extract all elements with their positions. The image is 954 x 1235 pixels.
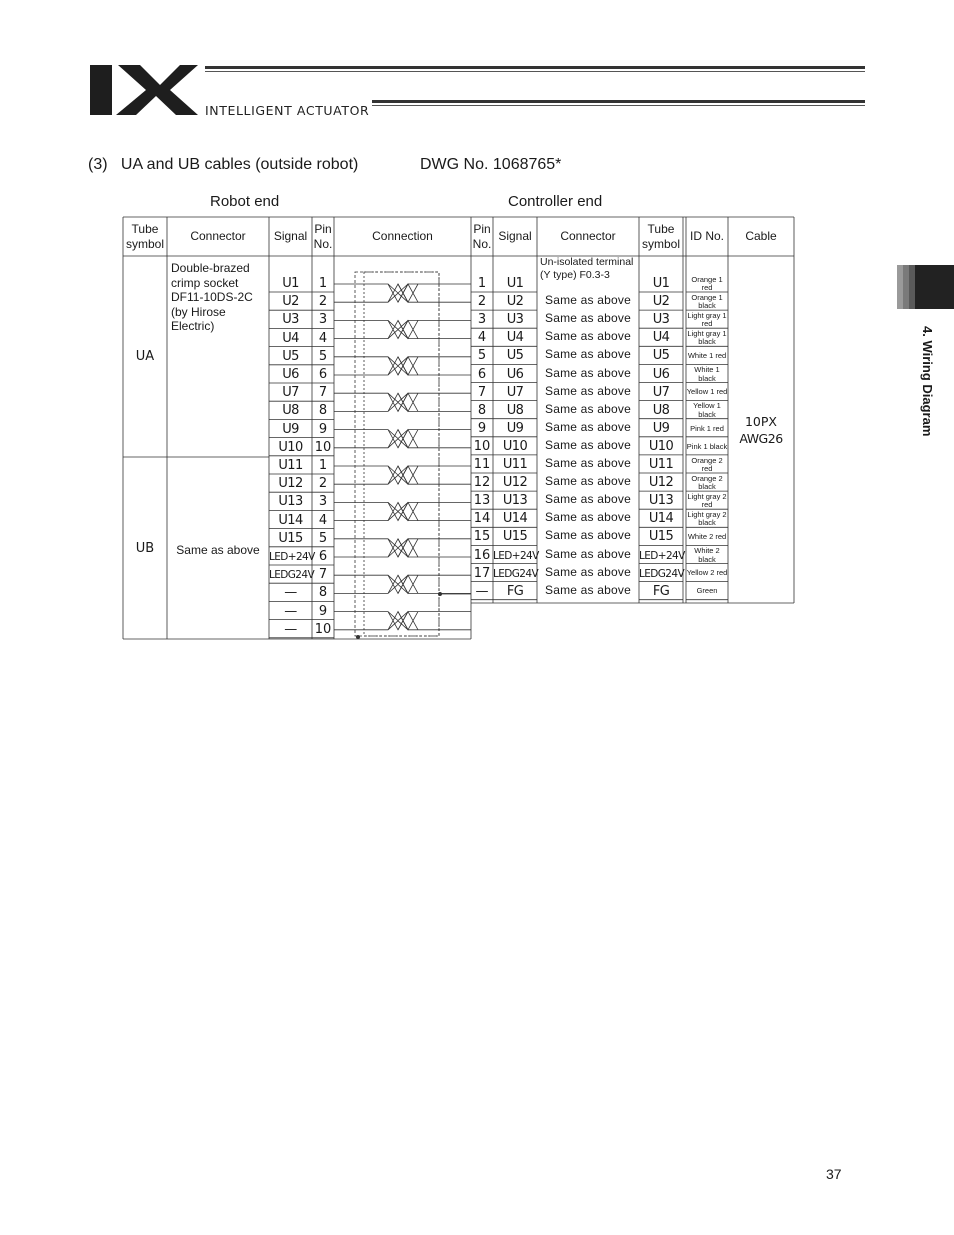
right-signal-cell: U5 [506,348,524,364]
left-signal-cell: U11 [278,458,303,473]
right-connector-cell: Same as above [545,401,631,416]
header-signal: Signal [273,229,308,243]
right-tube-cell: U9 [652,420,670,436]
twisted-pair [388,284,418,302]
header-right-pin-no: Pin No. [472,221,492,251]
left-pin-cell: 8 [318,585,328,601]
right-pin-cell: 14 [473,511,491,527]
id-no-cell: Light gray 1 red [687,310,727,329]
left-signal-cell: U1 [282,276,299,291]
left-signal-cell: U3 [282,312,299,328]
cable-gauge: AWG26 [739,431,783,446]
right-connector-cell: Same as above [545,383,631,398]
left-signal-cell: U4 [282,330,299,346]
right-signal-cell: U10 [502,438,528,454]
side-tab-label: 4. Wiring Diagram [920,326,935,437]
right-signal-cell: LED+24V [493,549,539,562]
right-tube-cell: U10 [648,438,674,454]
left-signal-cell: U2 [282,294,299,310]
right-signal-cell: U9 [506,420,524,436]
right-signal-cell: FG [506,583,524,599]
robot-end-label: Robot end [210,193,280,210]
left-pin-cell: 4 [318,512,328,528]
id-no-cell: Orange 2 red [691,455,723,473]
id-no-cell: Orange 2 black [691,473,723,492]
twisted-pair [388,430,418,448]
left-pin-cell: 7 [318,385,328,401]
id-no-cell: Yellow 1 black [693,401,721,419]
right-pin-cell: 12 [473,475,491,491]
left-signal-cell: U15 [278,530,303,546]
left-pin-cell: 10 [314,621,332,637]
twisted-pair [388,575,418,593]
cable-spec: 10PX [744,414,777,429]
left-signal-cell: LEDG24V [269,569,315,582]
left-signal-cell: U5 [282,348,299,364]
twisted-pair [388,357,418,375]
header-id-no: ID No. [689,229,724,243]
right-pin-cell: 16 [473,547,491,563]
page-number: 37 [826,1166,842,1182]
right-pin-cell: 6 [477,366,487,382]
right-pin-cell: 7 [477,384,487,400]
connector-ua: Double-brazed crimp socket DF11-10DS-2C (by Hirose Electric) [171,261,253,333]
id-no-cell: Light gray 2 black [687,509,727,528]
drain-junction [356,635,360,639]
right-tube-cell: U8 [652,402,670,418]
twisted-pair [388,393,418,411]
id-no-cell: Light gray 1 black [687,328,727,347]
right-tube-cell: U4 [652,330,670,346]
right-signal-cell: U7 [506,384,524,400]
id-no-cell: Pink 1 black [686,441,728,451]
right-tube-cell: LED+24V [639,549,685,562]
right-tube-cell: U14 [648,511,674,527]
id-no-cell: Yellow 1 red [686,387,728,397]
left-signal-cell: — [284,585,297,601]
left-pin-cell: 2 [318,294,328,310]
right-pin-cell: 10 [473,438,491,454]
right-pin-cell: 8 [477,402,487,418]
right-signal-cell: U12 [502,475,528,491]
right-connector-cell: Same as above [545,582,631,597]
left-signal-cell: U10 [278,439,303,455]
right-pin-cell: 4 [477,330,487,346]
right-tube-cell: LEDG24V [639,567,685,580]
right-connector-cell: Same as above [545,564,631,579]
right-signal-cell: U15 [502,529,528,545]
header-connector: Connector [190,229,246,243]
tube-symbol-ub: UB [135,541,155,556]
id-no-cell: Orange 1 red [691,274,723,292]
header-cable: Cable [745,229,777,243]
id-no-cell: Orange 1 black [691,292,723,311]
dwg-number: DWG No. 1068765* [420,156,562,173]
right-tube-cell: U15 [648,529,674,545]
controller-end-label: Controller end [508,193,603,210]
left-pin-cell: 1 [318,276,328,291]
id-no-cell: White 2 black [694,546,720,564]
twisted-pair [388,466,418,484]
brand-name: INTELLIGENT ACTUATOR [205,103,370,118]
right-signal-cell: U14 [502,511,528,527]
right-tube-cell: U13 [648,493,674,509]
left-pin-cell: 10 [314,439,332,455]
right-tube-cell: U7 [652,384,670,400]
left-signal-cell: U12 [278,476,303,492]
left-pin-cell: 9 [318,603,328,619]
shield-outer [355,272,439,636]
right-pin-cell: 5 [477,348,487,364]
right-tube-cell: U3 [652,312,670,328]
right-connector-cell: Same as above [545,528,631,543]
right-connector-cell: Same as above [545,347,631,362]
right-signal-cell: U3 [506,312,524,328]
right-tube-cell: U12 [648,475,674,491]
id-no-cell: Pink 1 red [690,423,724,433]
id-no-cell: White 1 black [694,365,720,383]
right-signal-cell: U11 [502,457,528,472]
right-connector-cell: Same as above [545,456,631,470]
right-connector-cell: Same as above [545,329,631,344]
right-tube-cell: U5 [652,348,670,364]
right-signal-cell: U4 [506,330,524,346]
left-pin-cell: 4 [318,330,328,346]
right-pin-cell: 11 [473,457,491,472]
tube-symbol-ua: UA [135,349,155,364]
left-signal-cell: — [284,621,297,637]
right-tube-cell: FG [652,583,670,599]
id-no-cell: White 1 red [687,351,727,361]
header-right-tube-symbol: Tube symbol [641,221,680,251]
left-pin-cell: 9 [318,421,328,437]
left-signal-cell: U14 [278,512,303,528]
left-pin-cell: 1 [318,458,328,473]
right-signal-cell: U1 [506,276,524,291]
left-pin-cell: 3 [318,312,328,328]
right-signal-cell: U13 [502,493,528,509]
right-connector-cell: Same as above [545,546,631,561]
left-signal-cell: U8 [282,403,299,419]
right-connector-cell: Same as above [545,474,631,489]
right-tube-cell: U11 [648,457,674,472]
right-signal-cell: U2 [506,294,524,310]
right-pin-cell: 17 [473,565,491,581]
right-pin-cell: 9 [477,420,487,436]
id-no-cell: Yellow 2 red [686,568,728,578]
right-signal-cell: U6 [506,366,524,382]
left-signal-cell: U9 [282,421,299,437]
right-connector-cell: Same as above [545,293,631,308]
right-connector-cell: Same as above [545,311,631,326]
header-connection: Connection [372,229,433,243]
id-no-cell: Light gray 2 red [687,491,727,510]
right-pin-cell: 13 [473,493,491,509]
right-signal-cell: U8 [506,402,524,418]
left-signal-cell: U7 [282,385,299,401]
right-connector-cell: Same as above [545,510,631,525]
right-pin-cell: 1 [477,276,487,291]
left-pin-cell: 6 [318,549,328,564]
right-tube-cell: U1 [652,276,670,291]
id-no-cell: Green [696,586,718,596]
right-connector-cell: Same as above [545,492,631,507]
header-pin-no: Pin No. [313,221,333,251]
left-pin-cell: 5 [318,530,328,546]
id-no-cell: White 2 red [687,532,727,542]
right-signal-cell: LEDG24V [493,567,539,580]
left-pin-cell: 5 [318,348,328,364]
right-connector-cell: Same as above [545,365,631,380]
twisted-pair [388,320,418,338]
left-pin-cell: 3 [318,494,328,510]
right-pin-cell: 15 [473,529,491,545]
right-connector-cell: Un-isolated terminal (Y type) F0.3-3 [540,256,634,281]
header-right-connector: Connector [560,229,616,243]
left-signal-cell: — [284,603,297,619]
right-pin-cell: — [475,583,489,599]
connector-ub: Same as above [176,543,260,557]
left-signal-cell: LED+24V [269,551,315,563]
twisted-pair [388,612,418,630]
right-tube-cell: U6 [652,366,670,382]
twisted-pair [388,502,418,520]
left-pin-cell: 8 [318,403,328,419]
left-pin-cell: 2 [318,476,328,492]
left-signal-cell: U13 [278,494,303,510]
left-signal-cell: U6 [282,367,299,382]
right-pin-cell: 2 [477,294,487,310]
left-pin-cell: 7 [318,567,328,583]
right-connector-cell: Same as above [545,437,631,452]
section-title: (3) UA and UB cables (outside robot) [88,156,359,173]
right-connector-cell: Same as above [545,419,631,434]
twisted-pair [388,539,418,557]
right-pin-cell: 3 [477,312,487,328]
header-tube-symbol: Tube symbol [125,221,164,251]
left-pin-cell: 6 [318,367,328,382]
header-right-signal: Signal [498,229,532,243]
right-tube-cell: U2 [652,294,670,310]
